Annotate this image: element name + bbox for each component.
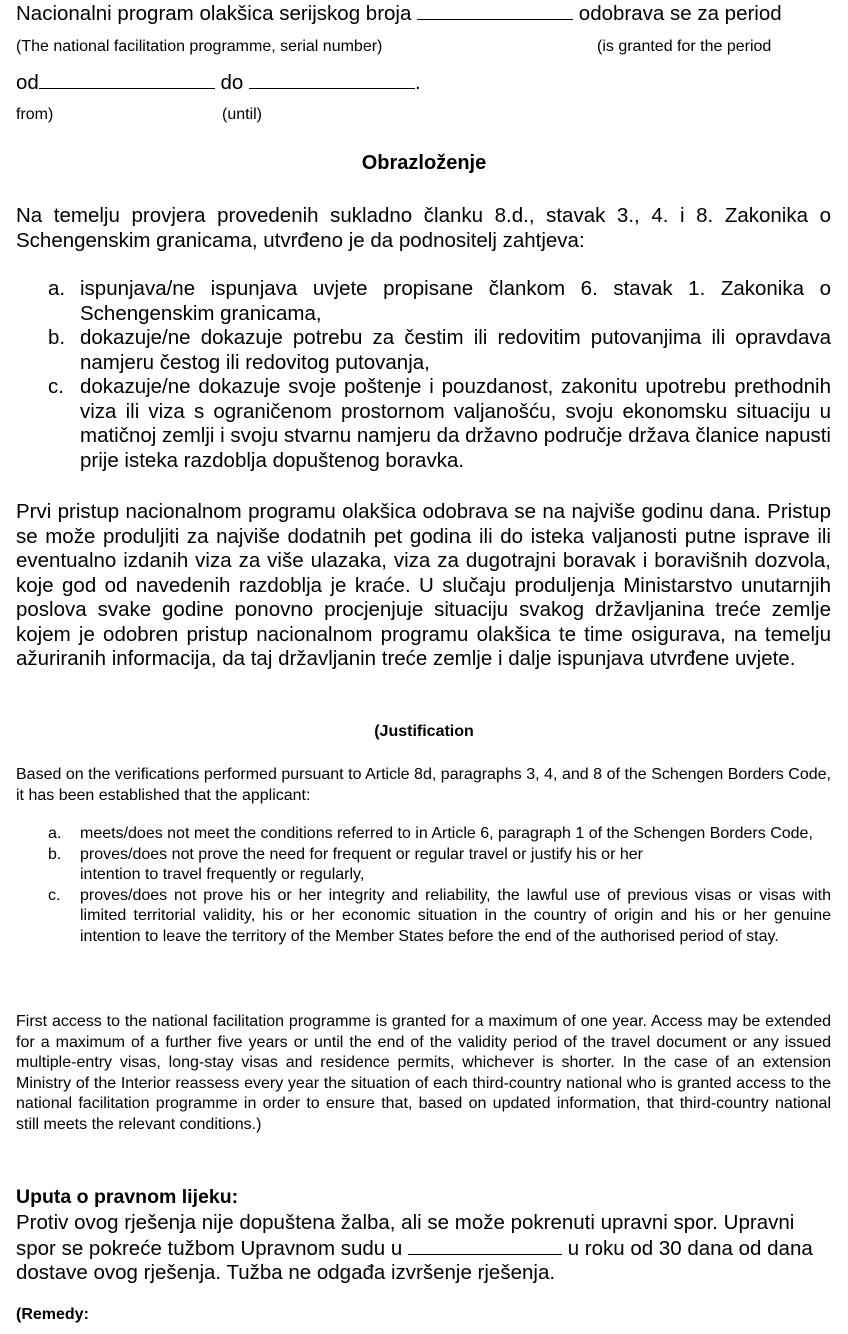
list-item-label: a. — [48, 825, 62, 842]
remedy-line-2 — [16, 1236, 831, 1262]
list-item-text: ispunjava/ne ispunjava uvjete propisane člankom 6. stavak 1. Zakonika o Schengenskim granicama, — [80, 277, 831, 325]
list-item-label: c. — [48, 886, 61, 904]
from-en-label: from) — [16, 106, 54, 123]
list-item — [0, 326, 831, 375]
list-item-text: dokazuje/ne dokazuje svoje poštenje i pouzdanost, zakonitu upotrebu prethodnih viza ili viza s ograničenom prostornom valjanošću, svoju ekonomsku situaciju u matičnoj zemlji i svoju stvarnu namjeru da državno područje država članice napusti prije isteka razdoblja dopuštenog boravka. — [80, 375, 831, 472]
remedy-line-1: Protiv ovog rješenja nije dopuštena žalba, ali se može pokrenuti upravni spor. Upravni — [16, 1211, 795, 1234]
justification-title-hr: Obrazloženje — [361, 152, 487, 174]
list-item-label: b. — [48, 326, 66, 349]
closing-paragraph-en: First access to the national facilitation programme is granted for a maximum of one year. Access may be extended for a maximum of a further five years or until the end of the validity period of the travel document or any issued multiple-entry visas, long-stay visas and residence permits, whichever is shorter. In the case of an extension Ministry of the Interior reassess every year the situation of each third-country national who is granted access to the national facilitation programme in order to ensure that, based on updated information, that third-country national still meets the relevant conditions.) — [16, 1013, 831, 1133]
justification-title-en: (Justification — [374, 723, 474, 740]
justification-intro-en: Based on the verifications performed pursuant to Article 8d, paragraphs 3, 4, and 8 of the Schengen Borders Code, it has been established that the applicant: — [16, 766, 831, 804]
from-date-field[interactable] — [39, 70, 215, 89]
court-location-field[interactable] — [408, 1236, 562, 1255]
list-item — [0, 375, 831, 473]
list-item-label: a. — [48, 277, 66, 300]
until-label: do — [220, 71, 244, 94]
remedy-court-label: spor se pokreće tužbom Upravnom sudu u — [16, 1236, 403, 1260]
list-item-label: c. — [48, 375, 64, 398]
list-item-text: dokazuje/ne dokazuje potrebu za čestim ili redovitim putovanjima ili opravdava namjeru čestog ili redovitog putovanja, — [80, 326, 831, 374]
granted-period-en-label: (is granted for the period — [597, 38, 772, 55]
remedy-paragraph — [16, 1211, 831, 1286]
list-item-text: proves/does not prove his or her integrity and reliability, the lawful use of previous visas or visas with limited territorial validity, his or her economic situation in the country of origin and his or her genuine intention to leave the territory of the Member States before the end of the authorised period of stay. — [80, 886, 831, 945]
conditions-list-en — [0, 824, 831, 947]
list-item-text-line2: intention to travel frequently or regularly, — [80, 866, 365, 883]
period-end-mark: . — [415, 71, 421, 94]
until-en-label: (until) — [222, 106, 263, 123]
program-serial-label: Nacionalni program olakšica serijskog broja — [16, 2, 412, 25]
serial-number-field[interactable] — [417, 1, 573, 20]
remedy-deadline-text: u roku od 30 dana od dana — [567, 1236, 813, 1260]
closing-paragraph-hr: Prvi pristup nacionalnom programu olakšica odobrava se na najviše godinu dana. Pristup se može produljiti za najviše dodatnih pet godina ili do isteka valjanosti putne isprave ili eventualno izdanih viza za više ulazaka, viza za dugotrajni boravak i boravišnih dozvola, koje god od navedenih razdoblja je kraće. U slučaju produljenja Ministarstvo unutarnjih poslova svake godine ponovno procjenjuje situaciju svakog državljanina treće zemlje kojem je odobren pristup nacionalnom programu olakšica te time osigurava, na temelju ažuriranih informacija, da taj državljanin treće zemlje i dalje ispunjava utvrđene uvjete. — [16, 500, 831, 670]
list-item — [0, 277, 831, 326]
remedy-line-3: dostave ovog rješenja. Tužba ne odgađa izvršenje rješenja. — [16, 1261, 556, 1284]
granted-period-label: odobrava se za period — [578, 2, 782, 25]
program-serial-line — [16, 1, 782, 26]
list-item — [0, 886, 831, 948]
conditions-list-hr — [0, 277, 831, 473]
list-item-text: meets/does not meet the conditions referred to in Article 6, paragraph 1 of the Schengen Borders Code, — [80, 825, 813, 842]
remedy-title-en: (Remedy: — [16, 1306, 89, 1323]
until-date-field[interactable] — [249, 70, 415, 89]
from-label: od — [16, 71, 39, 94]
justification-intro-hr: Na temelju provjera provedenih sukladno članku 8.d., stavak 3., 4. i 8. Zakonika o Schengenskim granicama, utvrđeno je da podnositelj zahtjeva: — [16, 204, 831, 252]
list-item-label: b. — [48, 845, 62, 863]
list-item — [0, 845, 831, 886]
list-item-text-line1: proves/does not prove the need for frequent or regular travel or justify his or her — [80, 845, 643, 863]
program-serial-en-label: (The national facilitation programme, serial number) — [16, 38, 383, 55]
list-item — [0, 824, 831, 845]
remedy-title: Uputa o pravnom lijeku: — [16, 1186, 239, 1208]
period-line — [16, 70, 421, 95]
